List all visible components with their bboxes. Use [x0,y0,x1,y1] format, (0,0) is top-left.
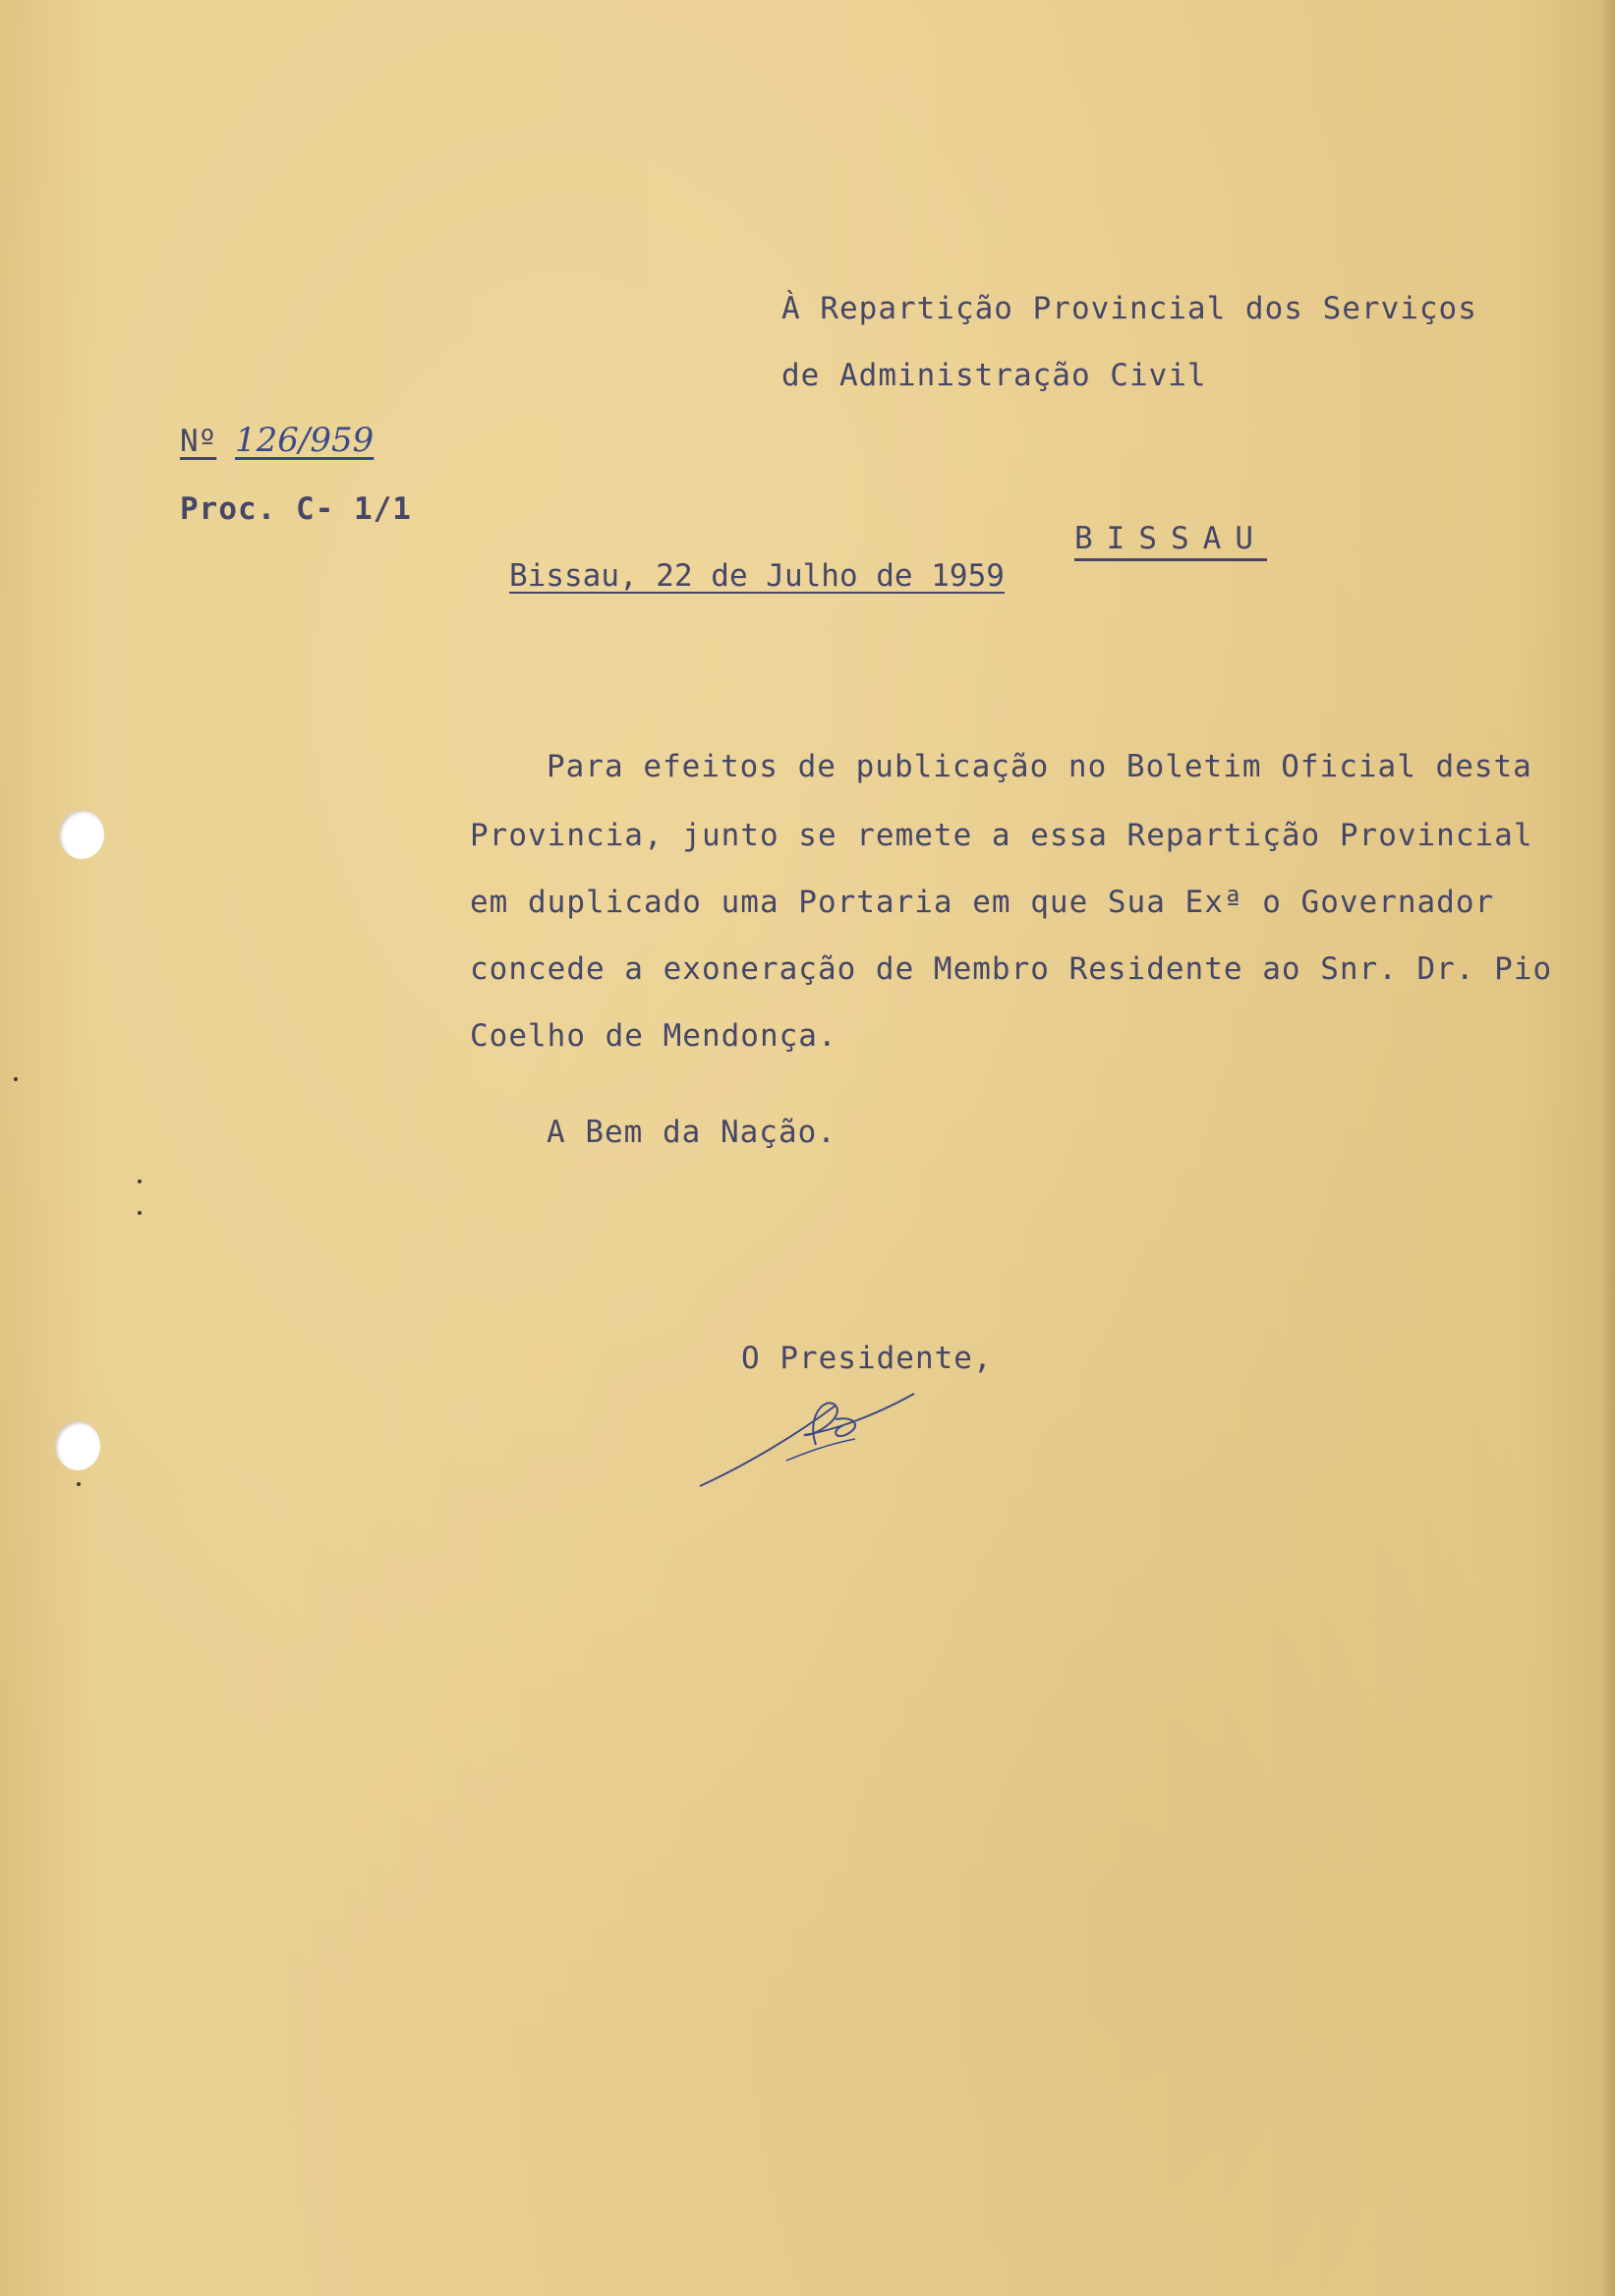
body-line-3: em duplicado uma Portaria em que Sua Exª o Governador [470,885,1495,920]
body-line-1: Para efeitos de publicação no Boletim Oficial desta [547,749,1532,784]
body-line-2: Provincia, junto se remete a essa Repartição Provincial [470,818,1533,853]
body-line-4: concede a exoneração de Membro Residente ao Snr. Dr. Pio [470,951,1553,987]
paper-speck [14,1077,18,1081]
signoff-title: O Presidente, [741,1341,993,1376]
recipient-line-2: de Administração Civil [781,358,1207,393]
punch-hole-top [59,810,104,859]
recipient-line-1: À Repartição Provincial dos Serviços [781,291,1477,326]
process-reference: Proc. C- 1/1 [180,491,412,527]
paper-speck [138,1211,142,1215]
reference-number-handwritten: 126 [235,421,299,460]
body-line-5: Coelho de Mendonça. [470,1018,837,1054]
destination-city: BISSAU [1074,521,1267,561]
paper-speck [138,1179,142,1183]
date-line: Bissau, 22 de Julho de 1959 [509,558,1005,594]
reference-prefix: Nº [180,424,217,459]
reference-year: /959 [298,421,375,460]
reference-number [180,421,374,460]
paper-speck [77,1482,81,1486]
closing-salutation: A Bem da Nação. [547,1115,836,1150]
signature-scribble [688,1376,924,1494]
punch-hole-bottom [55,1421,100,1470]
